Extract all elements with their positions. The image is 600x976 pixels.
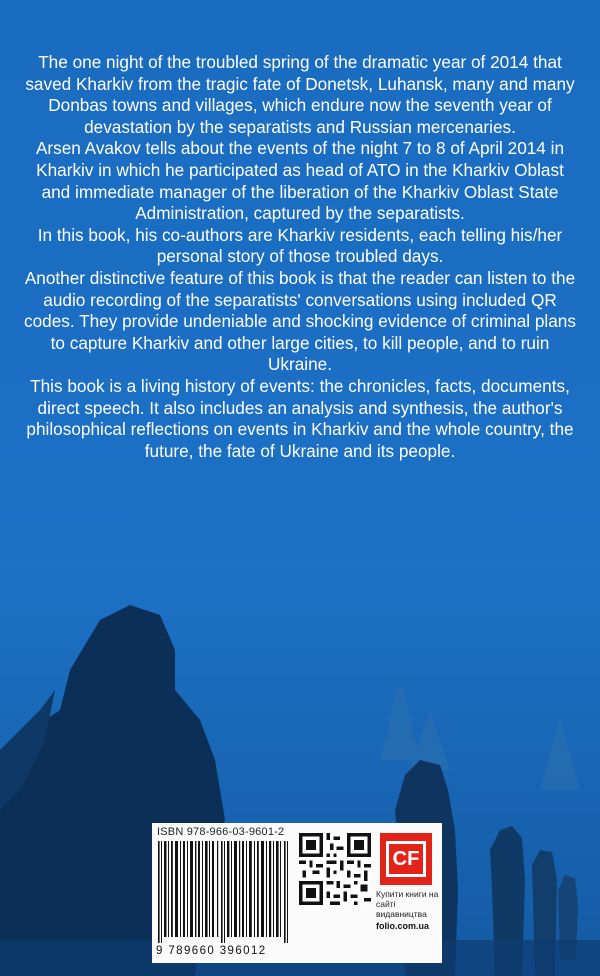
blurb-text bbox=[20, 52, 580, 462]
blurb-paragraph-2: Arsen Avakov tells about the events of the night 7 to 8 of April 2014 in Kharkiv in which he participated as head of ATO in the Kharkiv Oblast and immediate manager of the liberation of the Kharkiv Oblast State Administration, captured by the separatists. bbox=[35, 138, 565, 224]
publisher-logo-text: CF bbox=[386, 841, 426, 877]
publisher-site: folio.com.ua bbox=[376, 921, 430, 931]
blurb-paragraph-5: This book is a living history of events: the chronicles, facts, documents, direct speech. It also includes an analysis and synthesis, the author's philosophical reflections on events in Kharkiv and the whole country, the future, the fate of Ukraine and its people. bbox=[26, 375, 574, 461]
qr-code bbox=[299, 833, 371, 905]
isbn-label: ISBN 978-966-03-9601-2 bbox=[157, 826, 285, 838]
barcode-graphic bbox=[156, 841, 294, 943]
barcode-sticker bbox=[152, 823, 442, 963]
blurb-paragraph-4: Another distinctive feature of this book is that the reader can listen to the audio recording of the separatists' conversations using included QR codes. They provide undeniable and shocking evidence of criminal plans to capture Kharkiv and other large cities, to kill people, and to ruin Ukraine. bbox=[24, 267, 576, 375]
buy-books-note: Купити книги на сайті видавництва bbox=[376, 889, 439, 919]
blurb-paragraph-3: In this book, his co-authors are Kharkiv residents, each telling his/her personal story of those troubled days. bbox=[37, 224, 563, 267]
barcode-number: 9 789660 396012 bbox=[156, 945, 267, 957]
blurb-paragraph-1: The one night of the troubled spring of the dramatic year of 2014 that saved Kharkiv from the tragic fate of Donetsk, Luhansk, many and many Donbas towns and villages, which endure now the seventh year of devastation by the separatists and Russian mercenaries. bbox=[25, 52, 575, 137]
publisher-logo bbox=[380, 833, 432, 885]
